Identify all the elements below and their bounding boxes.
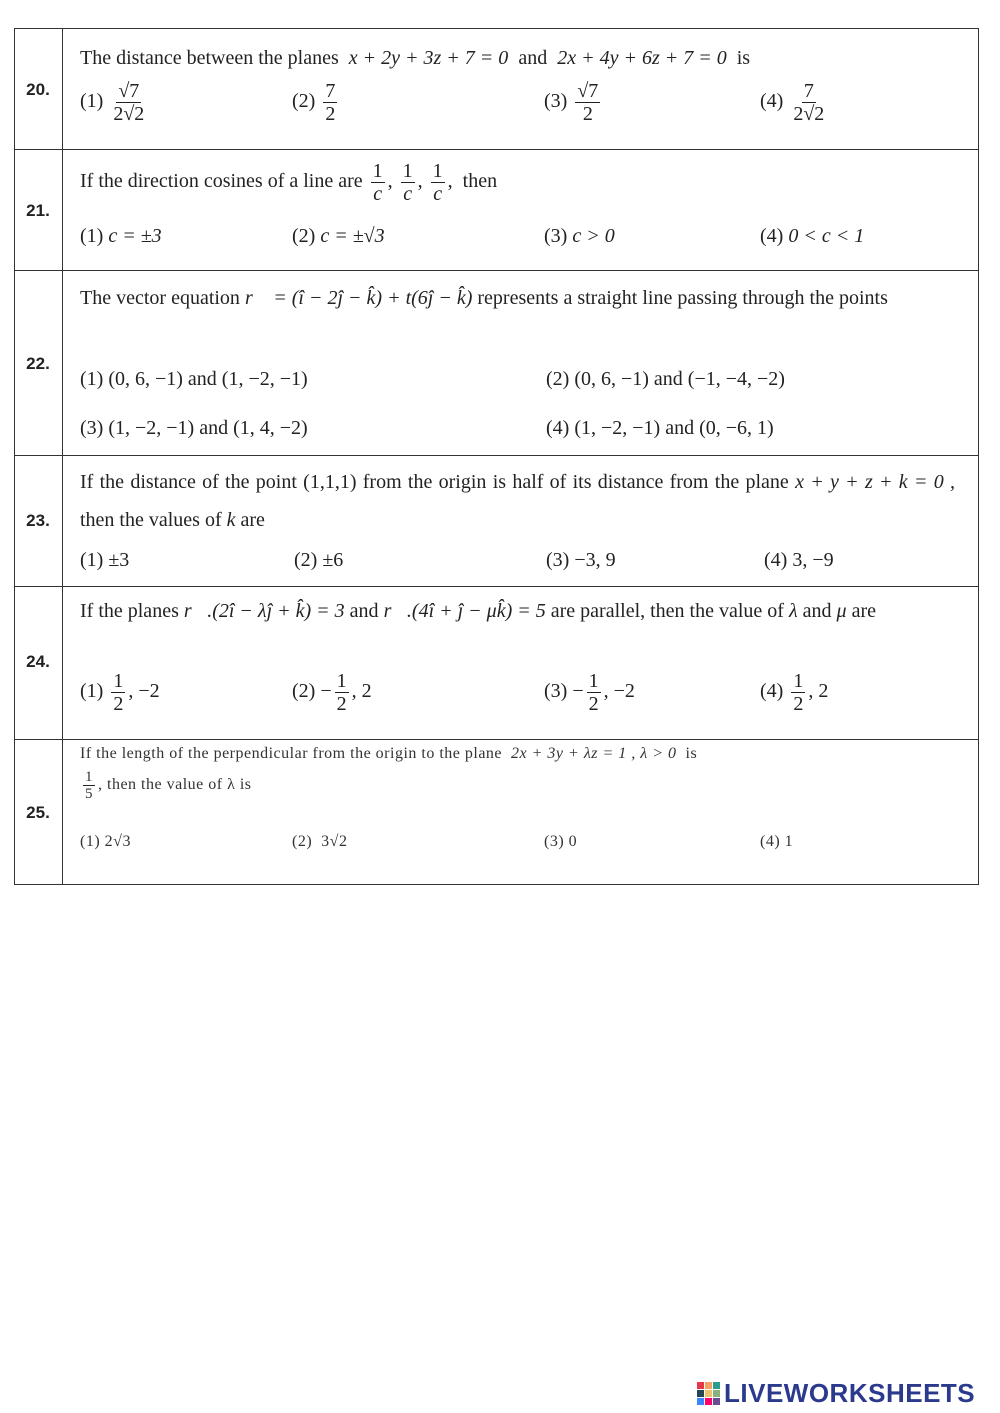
fraction: $\frac{1}{2}$ [336,670,347,715]
option-4[interactable]: (4) $\frac{1}{2}$ , 2 [760,670,829,715]
question-text: The distance between the planes x + 2y + 3z + 7 = 0 and 2x + 4y + 6z + 7 = 0 is [80,47,751,69]
question-text: If the direction cosines of a line are $\frac{1}{c}$ , $\frac{1}{c}$ , $\frac{1}{c}$ , then [80,159,498,205]
question-number: 21. [26,201,50,220]
fraction: $\frac{1}{2}$ [588,670,599,715]
question-text: If the planes r⃗.(2î − λĵ + k̂) = 3 and r⃗.(4î + ĵ − μk̂) = 5 are parallel, then the value of λ and μ are [80,600,876,622]
equation: x + y + z + k = 0 , [795,471,955,493]
option-4[interactable]: (4) 0 < c < 1 [760,225,865,247]
option-3[interactable]: (3) 0 [544,833,578,850]
option-4[interactable]: (4) $\frac{7}{2√2}$ [760,80,825,125]
logo-square [713,1390,720,1397]
option-3[interactable]: (3) −3, 9 [546,549,616,571]
logo-square [705,1390,712,1397]
fraction: $\frac{√7}{2}$ [577,80,599,125]
option-1[interactable]: (1) c = ±3 [80,225,162,247]
equation: r⃗.(4î + ĵ − μk̂) = 5 [383,600,546,622]
logo-square [697,1382,704,1389]
row-divider [14,884,979,885]
option-2[interactable]: (2) (0, 6, −1) and (−1, −4, −2) [546,368,785,390]
logo-square [697,1398,704,1405]
logo-square [713,1382,720,1389]
option-1[interactable]: (1) $\frac{1}{2}$ , −2 [80,670,160,715]
option-3[interactable]: (3) c > 0 [544,225,615,247]
logo-square [705,1382,712,1389]
equation: 2x + 4y + 6z + 7 = 0 [557,47,727,69]
question-row-25 [14,739,979,884]
option-2[interactable]: (2) $\frac{7}{2}$ [292,80,336,125]
option-2[interactable]: (2) − $\frac{1}{2}$ , 2 [292,670,372,715]
fraction: $\frac{1}{c}$ [372,159,383,205]
option-2[interactable]: (2) 3√2 [292,833,348,850]
logo-square [697,1390,704,1397]
option-1[interactable]: (1) $\frac{√7}{2√2}$ [80,80,145,125]
fraction: $\frac{1}{c}$ [432,159,443,205]
option-1[interactable]: (1) (0, 6, −1) and (1, −2, −1) [80,368,308,390]
question-text: If the length of the perpendicular from the origin to the plane 2x + 3y + λz = 1 , λ > 0 is $\frac{1}{5}$ , then the value of λ is [80,745,698,802]
equation: x + 2y + 3z + 7 = 0 [348,47,509,69]
fraction: $\frac{√7}{2√2}$ [113,80,145,125]
question-number: 22. [26,354,50,373]
question-row-23 [14,455,979,586]
option-3[interactable]: (3) − $\frac{1}{2}$ , −2 [544,670,635,715]
question-row-24 [14,586,979,739]
equation: r⃗.(2î − λĵ + k̂) = 3 [183,600,345,622]
question-row-20 [14,28,979,149]
option-2[interactable]: (2) c = ±√3 [292,225,385,247]
option-4[interactable]: (4) 1 [760,833,794,850]
question-number: 24. [26,652,50,671]
logo-square [705,1398,712,1405]
question-number: 23. [26,511,50,530]
option-4[interactable]: (4) (1, −2, −1) and (0, −6, 1) [546,417,774,439]
question-number: 25. [26,803,50,822]
equation: r⃗ = (î − 2ĵ − k̂) + t(6ĵ − k̂) [244,287,473,309]
fraction: $\frac{1}{2}$ [113,670,124,715]
liveworksheets-logo-text: LIVEWORKSHEETS [724,1377,976,1408]
fraction: $\frac{1}{c}$ [402,159,413,205]
equation: 2x + 3y + λz = 1 , λ > 0 [511,745,677,762]
question-text: If the distance of the point (1,1,1) from the origin is half of its distance from the plane x + y + z + k = 0 , then the values of k are [80,471,955,531]
fraction: $\frac{1}{2}$ [793,670,804,715]
question-text: The vector equation r⃗ = (î − 2ĵ − k̂) + t(6ĵ − k̂) represents a straight line passing through the points [80,287,888,309]
option-3[interactable]: (3) (1, −2, −1) and (1, 4, −2) [80,417,308,439]
fraction: $\frac{7}{2√2}$ [793,80,825,125]
liveworksheets-logo-icon [697,1382,720,1405]
fraction: $\frac{1}{5}$ [85,769,93,802]
option-3[interactable]: (3) $\frac{√7}{2}$ [544,80,599,125]
logo-square [713,1398,720,1405]
option-1[interactable]: (1) ±3 [80,549,130,571]
option-4[interactable]: (4) 3, −9 [764,549,834,571]
liveworksheets-logo[interactable] [697,1377,975,1409]
question-row-22 [14,270,979,455]
question-row-21 [14,149,979,270]
question-table [14,28,979,885]
option-2[interactable]: (2) ±6 [294,549,344,571]
option-1[interactable]: (1) 2√3 [80,833,131,850]
question-number: 20. [26,80,50,99]
fraction: $\frac{7}{2}$ [325,80,336,125]
